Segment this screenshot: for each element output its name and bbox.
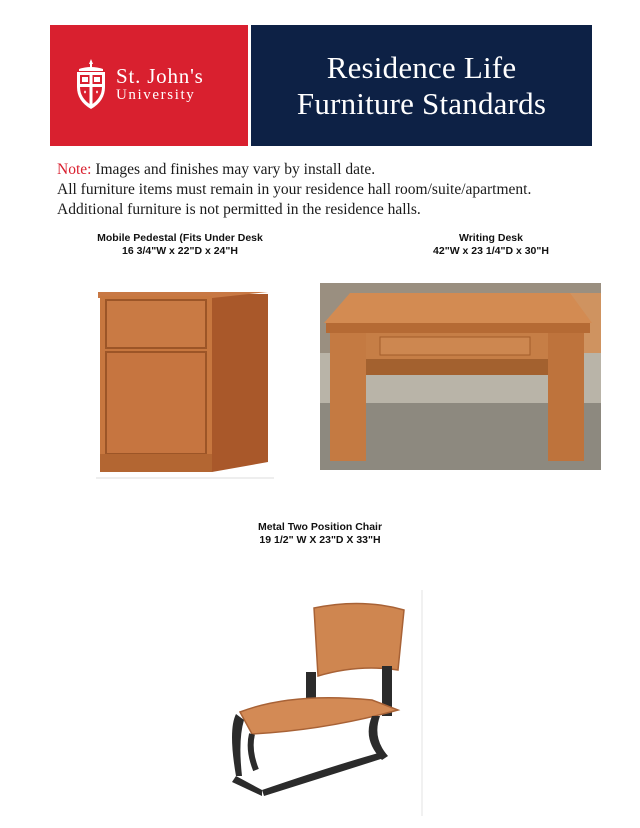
chair-caption: [230, 521, 410, 547]
desk-name: Writing Desk: [459, 232, 523, 244]
note-line1: [57, 160, 617, 180]
page-title-line2: Furniture Standards: [296, 85, 547, 121]
note-line3: Additional furniture is not permitted in the residence halls.: [57, 201, 421, 218]
notes-block: [57, 160, 617, 220]
note-label: Note:: [57, 161, 92, 178]
university-name: [116, 65, 204, 104]
pedestal-dimensions: 16 3/4"W x 22"D x 24"H: [122, 245, 238, 257]
pedestal-name: Mobile Pedestal (Fits Under Desk: [97, 232, 263, 244]
writing-desk-image: [320, 283, 601, 470]
note-line2: All furniture items must remain in your residence hall room/suite/apartment.: [57, 181, 532, 198]
university-logo-panel: [50, 25, 248, 146]
university-name-line1: St. John's: [116, 64, 204, 88]
desk-caption: [396, 232, 586, 258]
chair-dimensions: 19 1/2" W X 23"D X 33"H: [259, 534, 381, 546]
pedestal-caption: [80, 232, 280, 258]
university-crest-icon: [72, 57, 110, 111]
desk-dimensions: 42"W x 23 1/4"D x 30"H: [433, 245, 549, 257]
title-panel: [251, 25, 592, 146]
page-title-line1: Residence Life: [326, 49, 517, 85]
chair-name: Metal Two Position Chair: [257, 521, 383, 533]
university-name-line2: University: [116, 87, 196, 103]
note-text1: Images and finishes may vary by install date.: [95, 161, 376, 178]
metal-chair-image: [222, 590, 424, 816]
header-banner: [50, 25, 592, 146]
mobile-pedestal-image: [92, 282, 278, 482]
